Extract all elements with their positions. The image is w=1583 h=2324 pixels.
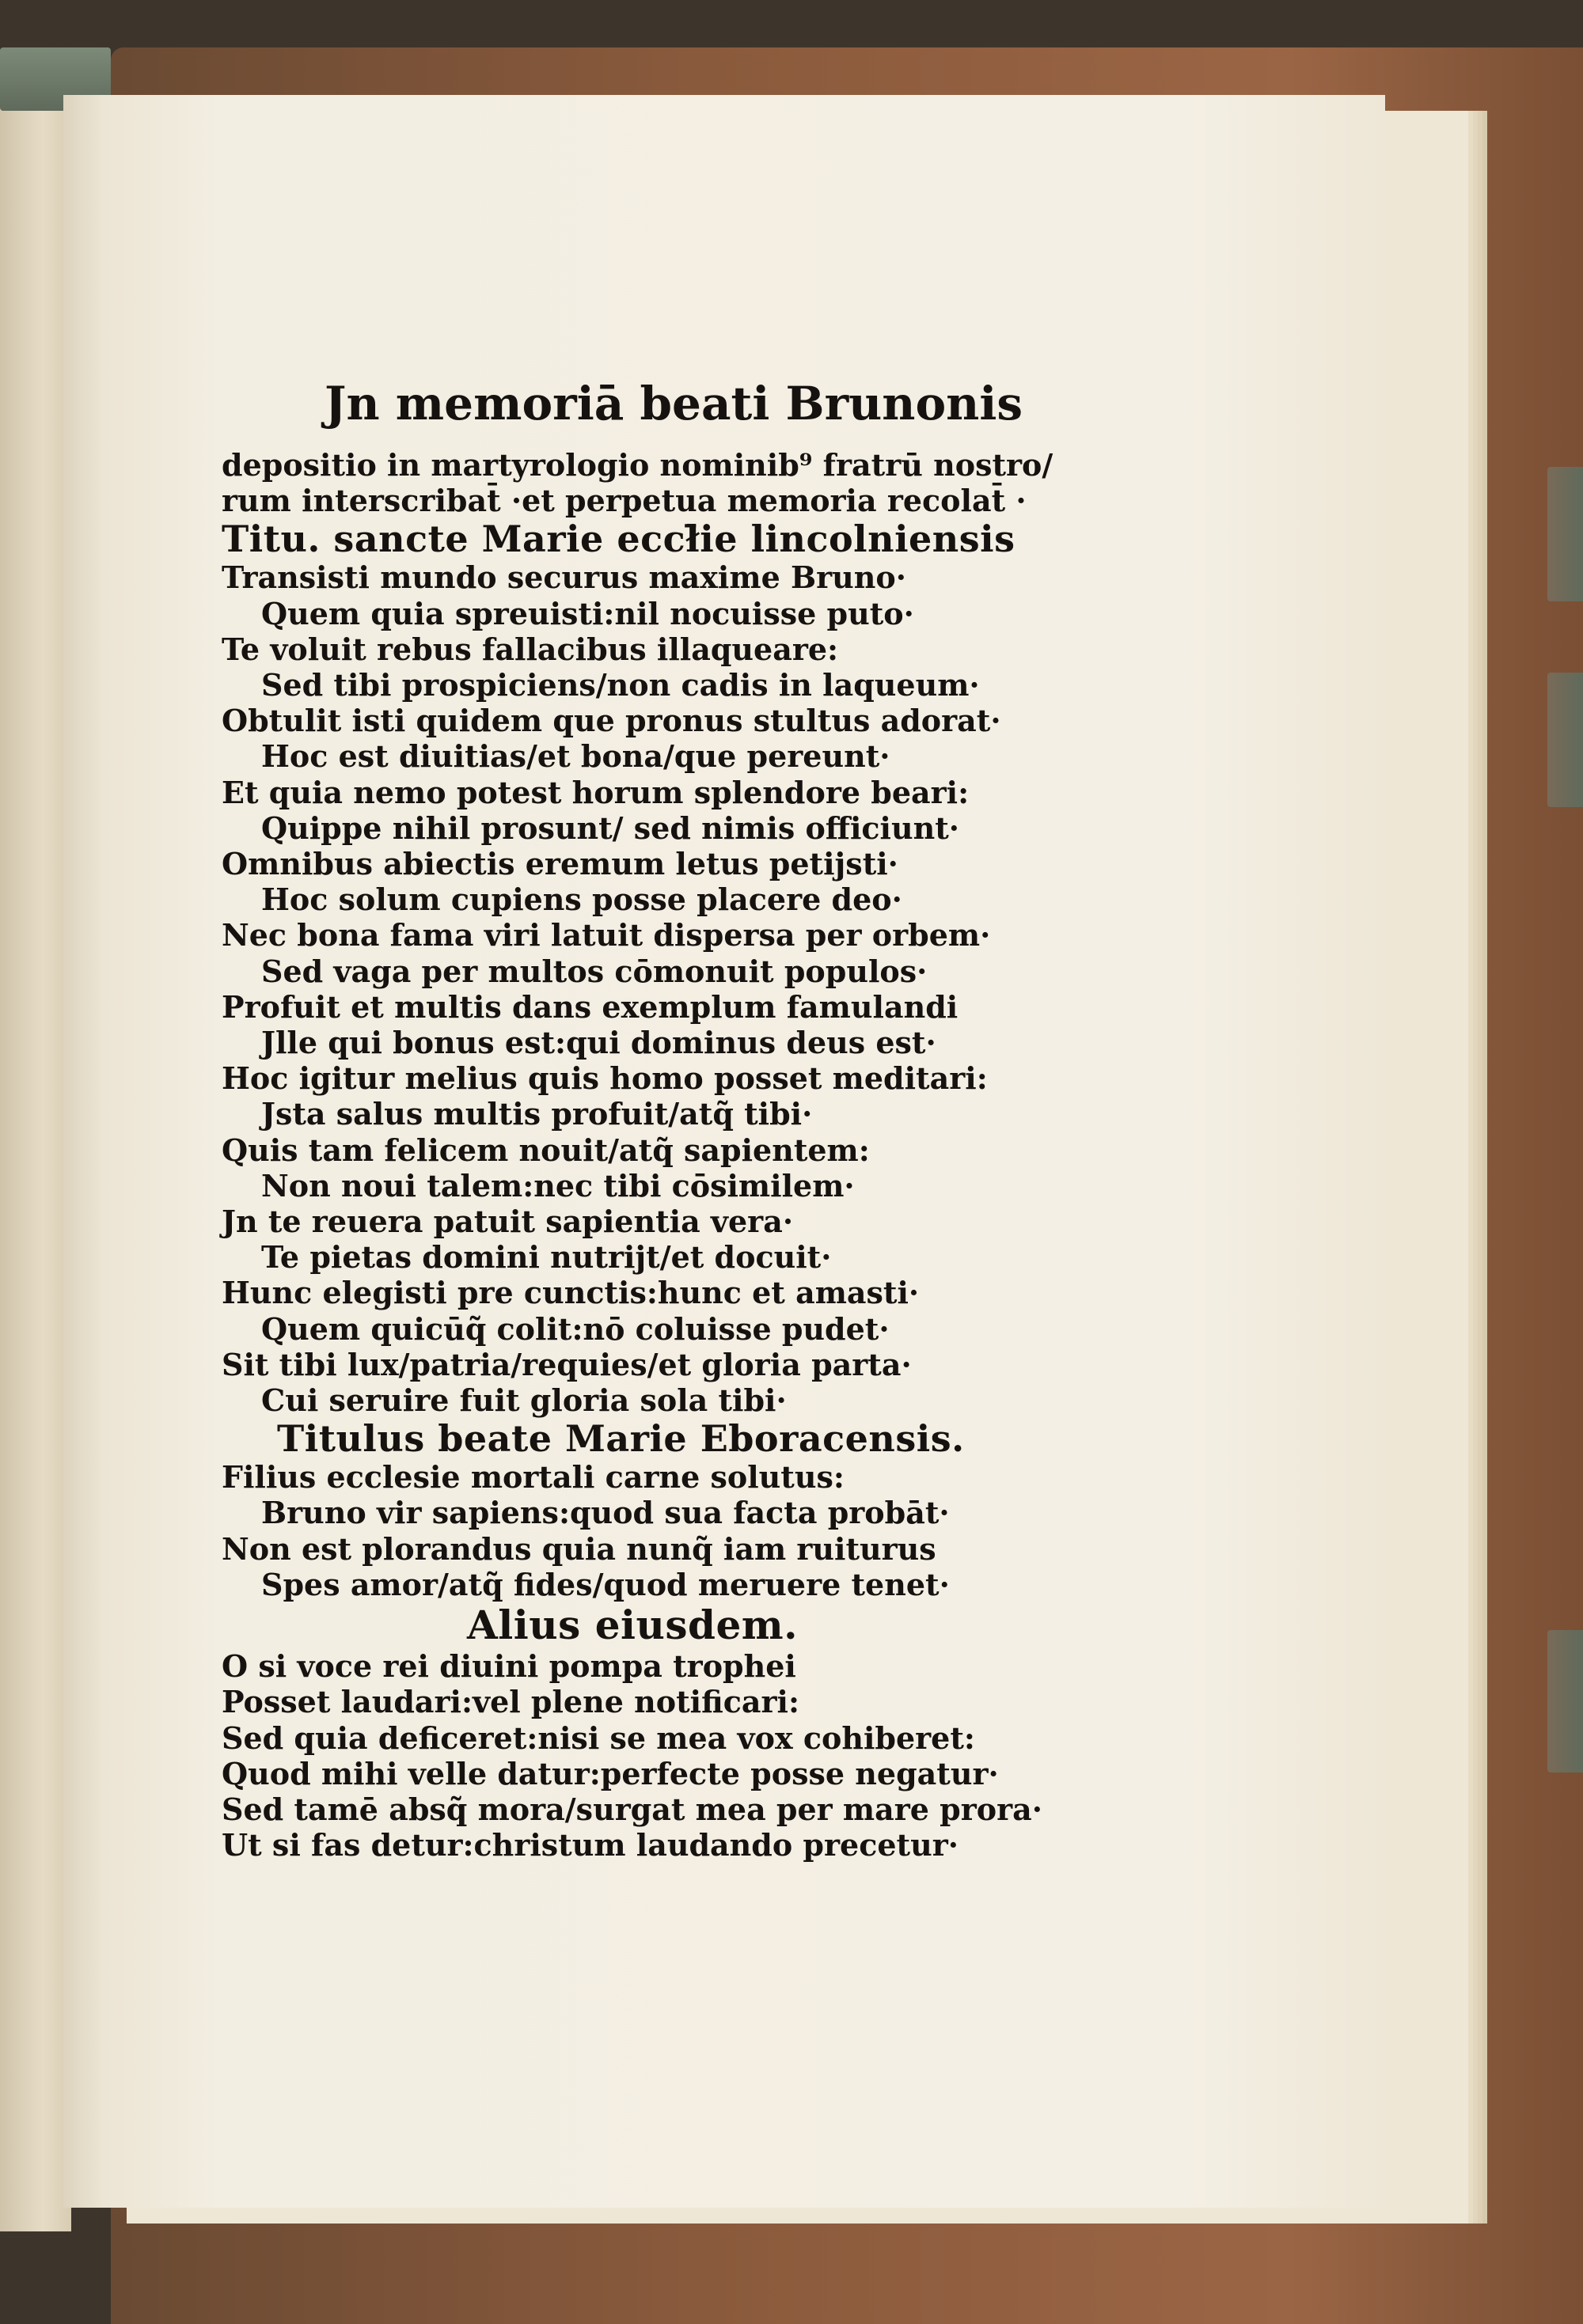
text-line: Filius ecclesie mortali carne solutus:: [222, 1459, 845, 1496]
text-line: Quippe nihil prosunt/ sed nimis officiunt·: [261, 809, 960, 846]
text-line: Cui seruire fuit gloria sola tibi·: [261, 1382, 787, 1419]
text-line: Profuit et multis dans exemplum famulandi: [222, 988, 959, 1025]
text-line: Ut si fas detur:christum laudando precetur·: [222, 1827, 959, 1863]
text-line: Non noui talem:nec tibi cōsimilem·: [261, 1167, 855, 1204]
text-line: Jsta salus multis profuit/atq̃ tibi·: [261, 1096, 813, 1132]
text-line: O si voce rei diuini pompa trophei: [222, 1648, 796, 1685]
text-line: Hoc solum cupiens posse placere deo·: [261, 881, 902, 918]
text-line: Obtulit isti quidem que pronus stultus adorat·: [222, 703, 1001, 739]
text-line: Omnibus abiectis eremum letus petijsti·: [222, 846, 898, 882]
text-line: Posset laudari:vel plene notificari:: [222, 1684, 799, 1720]
text-line: depositio in martyrologio nominib⁹ fratrū nostro/: [222, 447, 1053, 483]
text-line: Hoc igitur melius quis homo posset meditari:: [222, 1060, 988, 1097]
text-line: Sed tamē absq̃ mora/surgat mea per mare prora·: [222, 1791, 1042, 1827]
printed-page: [63, 95, 1385, 2208]
text-line: Quem quicūq̃ colit:nō coluisse pudet·: [261, 1310, 890, 1347]
text-line: Hoc est diuitias/et bona/que pereunt·: [261, 738, 890, 775]
text-line: Non est plorandus quia nunq̃ iam ruiturus: [222, 1530, 936, 1567]
text-line: Quem quia spreuisti:nil nocuisse puto·: [261, 595, 914, 631]
section-title: Alius eiusdem.: [467, 1602, 799, 1649]
page-heading: Jn memoriā beati Brunonis: [325, 377, 1023, 430]
text-line: Hunc elegisti pre cunctis:hunc et amasti·: [222, 1275, 920, 1311]
text-line: Spes amor/atq̃ fides/quod meruere tenet·: [261, 1566, 950, 1602]
text-line: Sed tibi prospiciens/non cadis in laqueum·: [261, 667, 980, 703]
text-line: Jlle qui bonus est:qui dominus deus est·: [261, 1025, 936, 1061]
text-line: rum interscribat̄ ·et perpetua memoria recolat̄ ·: [222, 483, 1027, 519]
text-line: Te pietas domini nutrijt/et docuit·: [261, 1239, 832, 1276]
text-line: Sed quia deficeret:nisi se mea vox cohiberet:: [222, 1719, 975, 1756]
text-block: [222, 360, 1053, 1863]
text-line: Et quia nemo potest horum splendore beari:: [222, 774, 970, 810]
page-tab: [1547, 467, 1583, 601]
text-line: Sed vaga per multos cōmonuit populos·: [261, 953, 928, 989]
section-title: Titulus beate Marie Eboracensis.: [277, 1417, 965, 1461]
facing-page-edge: [0, 95, 71, 2231]
text-line: Quis tam felicem nouit/atq̃ sapientem:: [222, 1132, 870, 1168]
page-tab: [1547, 673, 1583, 807]
text-line: Jn te reuera patuit sapientia vera·: [222, 1204, 794, 1240]
text-line: Te voluit rebus fallacibus illaqueare:: [222, 631, 839, 667]
verse-lines: [222, 447, 1053, 1863]
text-line: Bruno vir sapiens:quod sua facta probāt·: [261, 1495, 950, 1531]
text-line: Quod mihi velle datur:perfecte posse negatur·: [222, 1755, 999, 1791]
text-line: Nec bona fama viri latuit dispersa per orbem·: [222, 917, 991, 953]
text-line: Transisti mundo securus maxime Bruno·: [222, 559, 906, 596]
page-tab: [1547, 1630, 1583, 1772]
text-line: Sit tibi lux/patria/requies/et gloria parta·: [222, 1346, 912, 1382]
section-title: Titu. sancte Marie eccł̄ie lincolniensis: [222, 517, 1015, 561]
